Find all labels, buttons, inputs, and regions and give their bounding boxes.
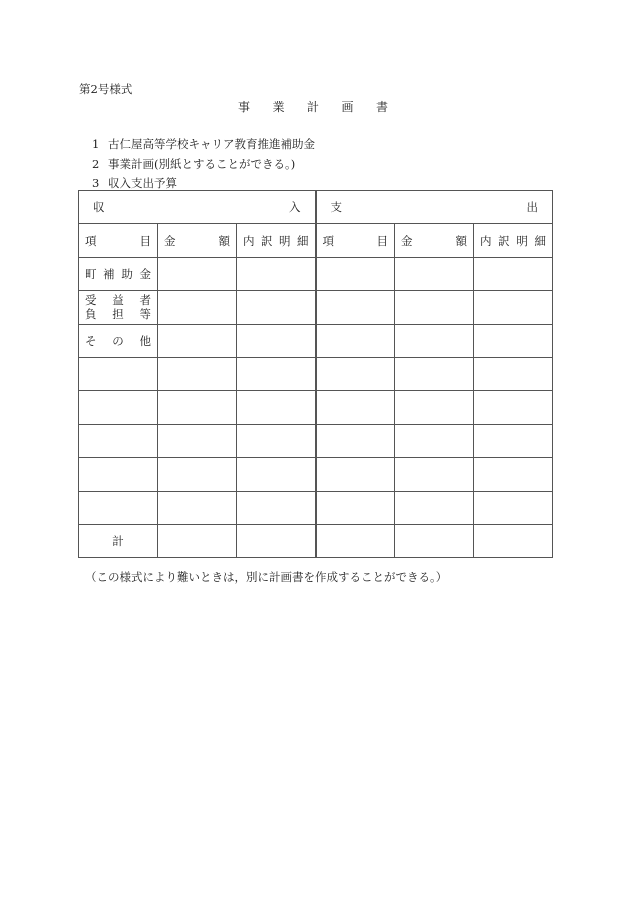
budget-table [78,190,553,558]
total-row [79,524,553,557]
cell [395,524,474,557]
cell [474,424,553,457]
table-row [79,391,553,424]
title-char: 業 [272,100,285,114]
cell [395,324,474,357]
item-3 [92,175,177,191]
page-title [238,98,388,115]
cell [474,458,553,491]
cell [237,391,316,424]
cell [237,524,316,557]
table-row [79,291,553,324]
table-row [79,357,553,390]
section-header-row [79,191,553,224]
title-char: 書 [375,100,388,114]
item-number: 1 [92,137,100,151]
cell [158,324,237,357]
cell [395,458,474,491]
cell [395,424,474,457]
cell [237,291,316,324]
row-label: 受 益 者 負 担 等 [79,291,158,324]
table-row [79,458,553,491]
cell [79,357,158,390]
cell [237,324,316,357]
cell [395,291,474,324]
col-item: 項 目 [316,224,395,257]
form-number: 第2号様式 [79,82,133,96]
cell [158,257,237,290]
cell [237,458,316,491]
item-number: 2 [92,157,100,171]
cell [474,391,553,424]
cell [316,491,395,524]
item-text: 古仁屋高等学校キャリア教育推進補助金 [108,137,315,151]
cell [316,424,395,457]
cell [474,324,553,357]
cell [474,524,553,557]
item-2 [92,156,295,172]
cell [237,424,316,457]
cell [474,257,553,290]
cell [158,524,237,557]
cell [79,458,158,491]
col-detail: 内 訳 明 細 [474,224,553,257]
cell [395,391,474,424]
column-header-row [79,224,553,257]
row-label: 町 補 助 金 [79,257,158,290]
item-number: 3 [92,176,100,190]
col-detail: 内 訳 明 細 [237,224,316,257]
footer-note: （この様式により難いときは，別に計画書を作成することができる。） [85,570,448,584]
table-row [79,257,553,290]
cell [474,291,553,324]
cell [158,391,237,424]
item-text: 収入支出予算 [108,176,177,190]
title-char: 画 [341,100,354,114]
cell [237,491,316,524]
table-row [79,491,553,524]
cell [79,391,158,424]
item-text: 事業計画(別紙とすることができる。) [108,157,296,171]
cell [79,424,158,457]
cell [474,491,553,524]
cell [158,491,237,524]
row-label: そ の 他 [79,324,158,357]
cell [316,357,395,390]
expense-header: 支 出 [316,191,553,224]
cell [158,291,237,324]
col-amount: 金 額 [395,224,474,257]
cell [158,357,237,390]
cell [316,458,395,491]
income-header: 収 入 [79,191,316,224]
cell [237,357,316,390]
col-amount: 金 額 [158,224,237,257]
cell [316,291,395,324]
cell [316,524,395,557]
cell [158,458,237,491]
cell [316,324,395,357]
cell [395,257,474,290]
title-char: 計 [306,100,319,114]
table-row [79,324,553,357]
title-char: 事 [238,100,251,114]
cell [316,257,395,290]
total-label: 計 [79,524,158,557]
cell [395,491,474,524]
col-item: 項 目 [79,224,158,257]
cell [237,257,316,290]
item-1 [92,136,315,152]
cell [316,391,395,424]
cell [395,357,474,390]
cell [474,357,553,390]
table-row [79,424,553,457]
cell [158,424,237,457]
cell [79,491,158,524]
